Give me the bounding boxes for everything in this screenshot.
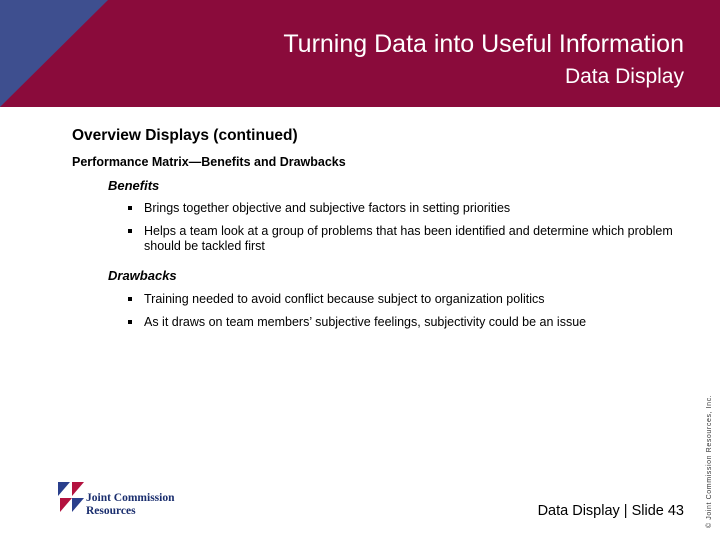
slide-header [0, 0, 720, 107]
slide-subtitle: Data Display [564, 65, 684, 88]
header-corner-decoration [0, 0, 108, 107]
logo-text-line2: Resources [86, 505, 136, 517]
list-item-text: Helps a team look at a group of problems that has been identified and determine which problem should be tackled first [144, 224, 673, 253]
logo-mark-icon [58, 480, 86, 514]
joint-commission-logo [58, 480, 198, 520]
copyright-notice: © Joint Commission Resources, Inc. [706, 394, 713, 528]
list-item [128, 292, 688, 307]
logo-text-line1: Joint Commission [86, 492, 175, 504]
list-item-text: Brings together objective and subjective factors in setting priorities [144, 201, 511, 215]
bullet-marker [128, 297, 132, 301]
benefits-label: Benefits [108, 178, 160, 193]
bullet-marker [128, 206, 132, 210]
bullet-marker [128, 229, 132, 233]
drawbacks-label: Drawbacks [108, 268, 177, 283]
bullet-marker [128, 320, 132, 324]
list-item [128, 315, 688, 330]
section-title: Overview Displays (continued) [72, 127, 298, 144]
list-item-text: As it draws on team members’ subjective feelings, subjectivity could be an issue [144, 315, 587, 329]
subsection-title: Performance Matrix—Benefits and Drawbacks [72, 155, 346, 169]
slide-number-label: Data Display | Slide 43 [537, 503, 684, 519]
list-item-text: Training needed to avoid conflict because subject to organization politics [144, 292, 545, 306]
list-item [128, 224, 688, 254]
list-item [128, 201, 688, 216]
slide-title: Turning Data into Useful Information [283, 30, 684, 58]
